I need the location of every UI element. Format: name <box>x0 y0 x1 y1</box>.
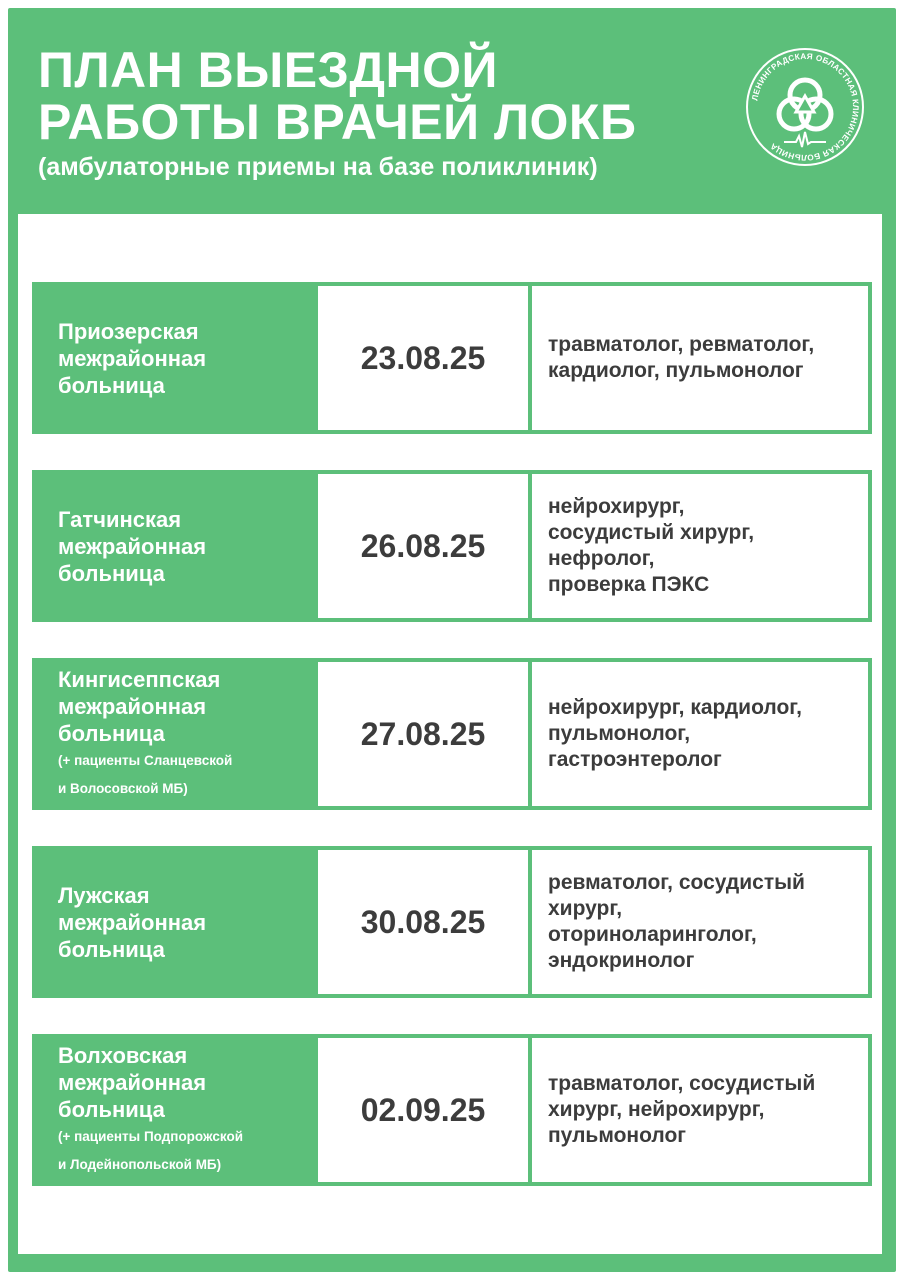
specialists-list: нейрохирург, кардиолог, пульмонолог, гастроэнтеролог <box>532 662 868 806</box>
hospital-note: (+ пациенты Сланцевской и Волосовской МБ) <box>58 752 233 796</box>
page-subtitle: (амбулаторные приемы на базе поликлиник) <box>38 153 598 181</box>
visit-date: 23.08.25 <box>318 286 528 430</box>
specialists-list: травматолог, сосудистый хирург, нейрохирург, пульмонолог <box>532 1038 868 1182</box>
hospital-cell <box>32 470 314 622</box>
hospital-name: Приозерская межрайонная больница <box>58 318 207 398</box>
schedule-row <box>32 846 872 998</box>
header <box>38 44 738 182</box>
schedule-row <box>32 470 872 622</box>
specialists-list: нейрохирург, сосудистый хирург, нефролог, проверка ПЭКС <box>532 474 868 618</box>
logo-ring-text: ЛЕНИНГРАДСКАЯ ОБЛАСТНАЯ КЛИНИЧЕСКАЯ БОЛЬНИЦА <box>750 51 861 163</box>
schedule-row <box>32 1034 872 1186</box>
visit-date: 02.09.25 <box>318 1038 528 1182</box>
hospital-cell <box>32 282 314 434</box>
hospital-cell <box>32 846 314 998</box>
hospital-name: Волховская межрайонная больница <box>58 1042 207 1122</box>
title-line-2: РАБОТЫ ВРАЧЕЙ ЛОКБ <box>38 94 637 150</box>
hospital-name: Лужская межрайонная больница <box>58 882 207 962</box>
specialists-list: ревматолог, сосудистый хирург, оториноларинголог, эндокринолог <box>532 850 868 994</box>
specialists-list: травматолог, ревматолог, кардиолог, пульмонолог <box>532 286 868 430</box>
hospital-cell <box>32 1034 314 1186</box>
visit-date: 26.08.25 <box>318 474 528 618</box>
hospital-name: Кингисеппская межрайонная больница <box>58 666 221 746</box>
visit-date: 30.08.25 <box>318 850 528 994</box>
hospital-note: (+ пациенты Подпорожской и Лодейнопольской МБ) <box>58 1128 244 1172</box>
visit-date: 27.08.25 <box>318 662 528 806</box>
schedule-row <box>32 658 872 810</box>
title-line-1: ПЛАН ВЫЕЗДНОЙ <box>38 42 498 98</box>
schedule-row <box>32 282 872 434</box>
hospital-name: Гатчинская межрайонная больница <box>58 506 207 586</box>
hospital-cell <box>32 658 314 810</box>
page-title <box>38 44 738 148</box>
hospital-logo <box>744 46 866 168</box>
